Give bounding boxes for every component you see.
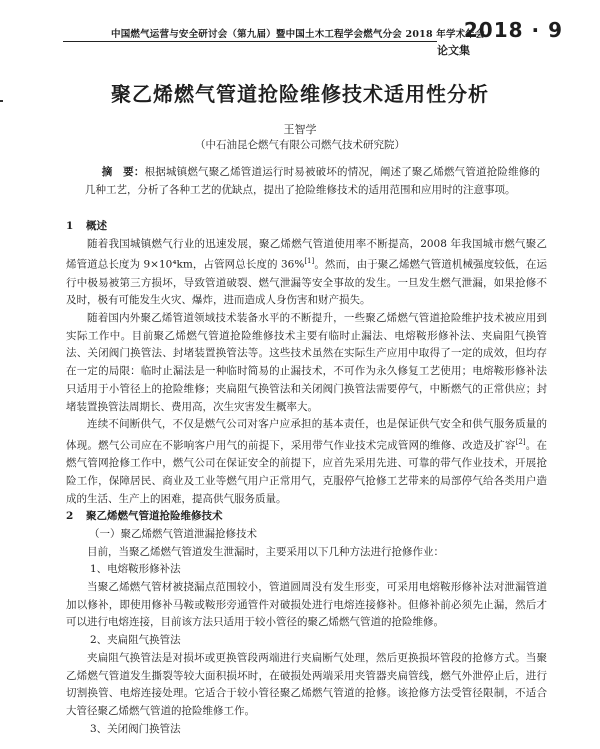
body-text bbox=[0, 218, 600, 738]
author: 王智学 bbox=[283, 123, 317, 136]
paragraph: 随着国内外聚乙烯管道领域技术装备水平的不断提升，一些聚乙烯燃气管道抢险维护技术被应用到实际工作中。目前聚乙烯燃气管道抢险维修技术主要有临时止漏法、电熔鞍形修补法、夹扁阻气换管法、关闭阀门换管法、封堵装置换管法等。这些技术虽然在实际生产应用中取得了一定的成效，但均存在一定的局限：临时止漏法是一种临时简易的止漏技术，不可作为永久修复工艺使用；电熔鞍形修补法只适用于小管径上的抢险维修；夹扁阻气换管法和关闭阀门换管法需要停气，中断燃气的正常供应；封堵装置换管法周期长、费用高，次生灾害发生概率大。 bbox=[66, 312, 547, 413]
paragraph: 当聚乙烯燃气管材被挠漏点范围较小，管道圆周没有发生形变，可采用电熔鞍形修补法对泄漏管道加以修补，即使用修补马鞍或鞍形旁通管件对破损处进行电熔连接修补。但修补前必须先止漏，然后才可以进行电熔连接，目前该方法只适用于较小管径的聚乙烯燃气管道的抢险维修。 bbox=[66, 581, 547, 629]
proceedings-label: 论文集 bbox=[437, 44, 470, 57]
abstract-label: 摘 要： bbox=[101, 166, 145, 178]
section-2-heading bbox=[0, 508, 600, 526]
citation: [2] bbox=[515, 437, 526, 446]
section-title: 概述 bbox=[86, 220, 107, 232]
paragraph: 随着我国城镇燃气行业的迅速发展，聚乙烯燃气管道使用率不断提高，2008 年我国城市燃气聚乙烯管道总长度为 9×10⁴km，占管网总长度的 36%[1]。然而，由于聚乙烯燃气管道机械强度较低，在运行中极易被第三方损坏，导致管道破裂、燃气泄漏等安全事故的发生。一旦发生燃气泄漏，如果抢修不及时，极有可能发生火灾、爆炸，进而造成人身伤害和财产损失。 bbox=[66, 237, 548, 307]
subsection-heading: （一）聚乙烯燃气管道泄漏抢修技术 bbox=[89, 527, 257, 540]
affiliation: （中石油昆仑燃气有限公司燃气技术研究院） bbox=[195, 139, 405, 151]
year-issue: 2018 · 9 bbox=[463, 18, 563, 42]
paragraph: 目前，当聚乙烯燃气管道发生泄漏时，主要采用以下几种方法进行抢修作业： bbox=[87, 545, 444, 558]
section-title: 聚乙烯燃气管道抢险维修技术 bbox=[86, 510, 223, 523]
citation: [1] bbox=[304, 257, 315, 266]
item-heading: 1、电熔鞍形修补法 bbox=[90, 563, 181, 576]
article-title: 聚乙烯燃气管道抢险维修技术适用性分析 bbox=[111, 82, 489, 106]
item-heading: 3、关闭阀门换管法 bbox=[90, 722, 181, 735]
abstract-text: 根据城镇燃气聚乙烯管道运行时易被破坏的情况，阐述了聚乙烯燃气管道抢险维修的几种工艺，分析了各种工艺的优缺点，提出了抢险维修技术的适用范围和应用时的注意事项。 bbox=[85, 166, 541, 196]
item-heading: 2、夹扁阻气换管法 bbox=[90, 634, 181, 647]
section-1-heading bbox=[0, 218, 600, 236]
conference-name: 中国燃气运营与安全研讨会（第九届）暨中国土木工程学会燃气分会 2018 年学术年会 bbox=[111, 29, 485, 40]
abstract bbox=[85, 163, 540, 199]
section-number: 2 bbox=[66, 510, 74, 523]
header-rule bbox=[63, 41, 437, 42]
running-header bbox=[63, 18, 563, 46]
paragraph: 连续不间断供气，不仅是燃气公司对客户应承担的基本责任，也是保证供气安全和供气服务质量的体现。燃气公司应在不影响客户用气的前提下，采用带气作业技术完成管网的维修、改造及扩容[2]。在燃气管网抢修工作中，燃气公司在保证安全的前提下，应首先采用先进、可靠的带气作业技术，开展抢险工作，保障居民、商业及工业等燃气用户正常用气，克服停气抢修工艺带来的局部停气给各类用户造成的生活、生产上的困难，提高供气服务质量。 bbox=[66, 418, 548, 505]
section-number: 1 bbox=[66, 220, 74, 232]
paragraph: 夹扁阻气换管法是对损坏或更换管段两端进行夹扁断气处理，然后更换损坏管段的抢修方式。当聚乙烯燃气管道发生撕裂等较大面积损坏时，在破损处两端采用夹管器夹扁管线，燃气外泄停止后，进行切割换管、电熔连接处理。它适合于较小管径聚乙烯燃气管道的抢修。该抢修方法受管径限制，不适合大管径聚乙烯燃气管道的抢险维修工作。 bbox=[66, 651, 547, 717]
